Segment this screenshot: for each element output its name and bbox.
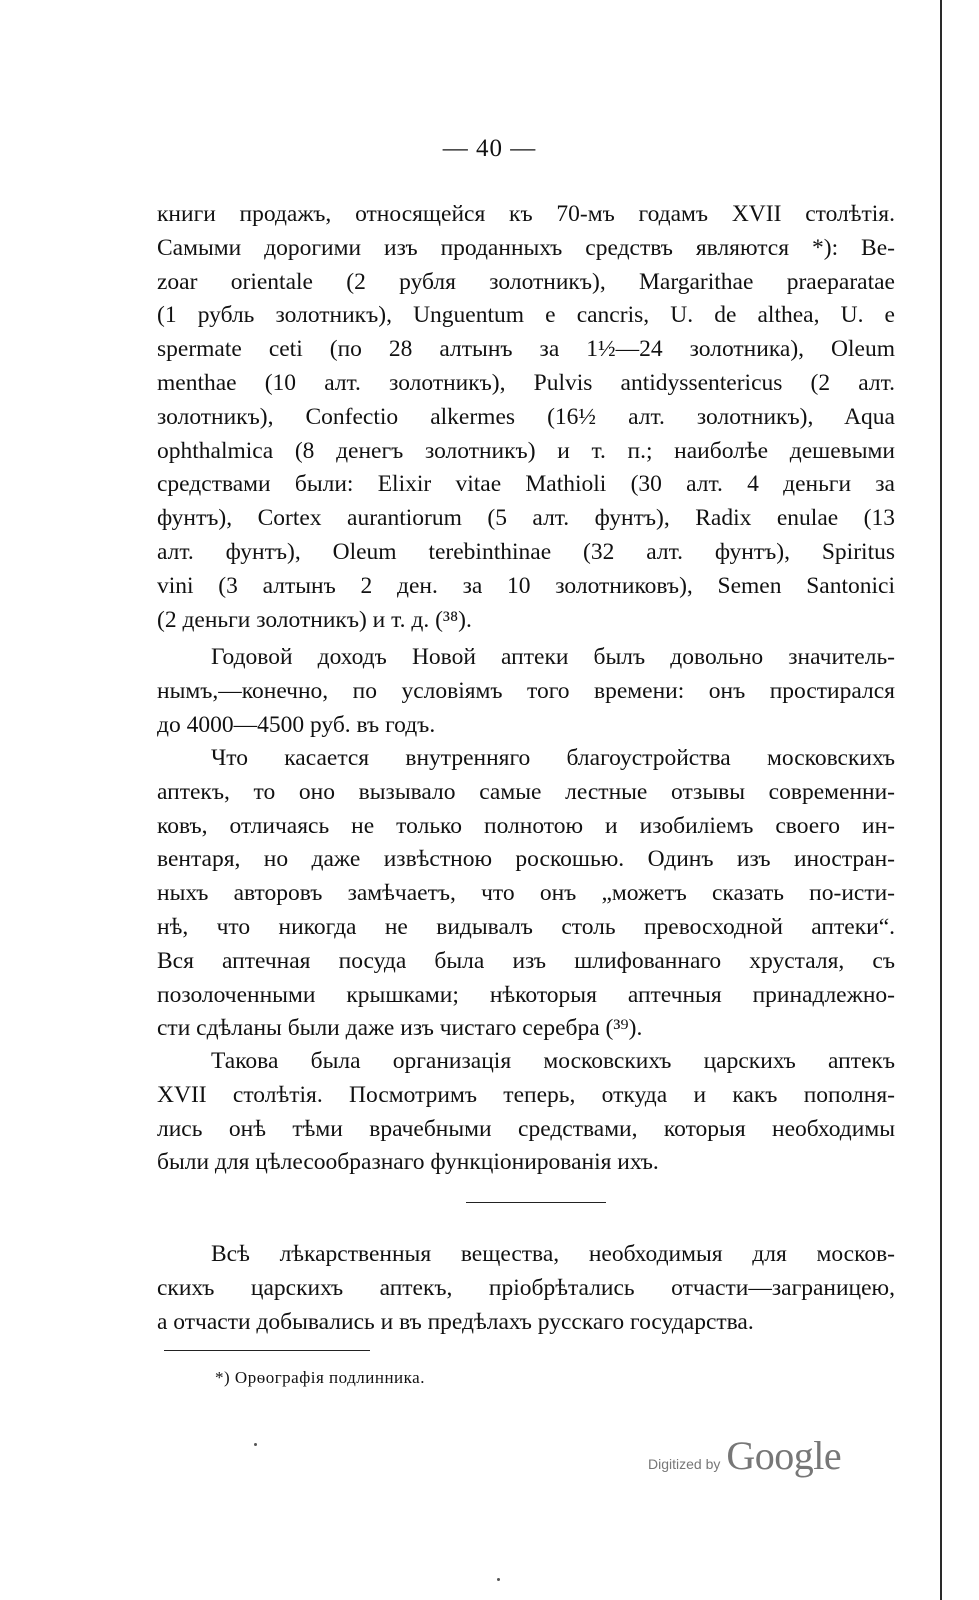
page-right-edge bbox=[940, 0, 942, 1600]
text-line: сти сдѣланы были даже изъ чистаго серебра (³⁹). bbox=[157, 1015, 643, 1042]
text-line: позолоченными крышками; нѣкоторыя аптечныя принадлежно- bbox=[157, 981, 895, 1008]
text-line: ophthalmica (8 денегъ золотникъ) и т. п.; наиболѣе дешевыми bbox=[157, 437, 895, 464]
text-line: алт. фунтъ), Oleum terebinthinae (32 алт. фунтъ), Spiritus bbox=[157, 538, 895, 565]
text-line: Годовой доходъ Новой аптеки былъ довольно значитель- bbox=[211, 644, 895, 670]
text-line: Что касается внутренняго благоустройства московскихъ bbox=[211, 745, 895, 771]
text-line: фунтъ), Cortex aurantiorum (5 алт. фунтъ), Radix enulae (13 bbox=[157, 505, 895, 532]
text-line: книги продажъ, относящейся къ 70-мъ годамъ XVII столѣтія. bbox=[157, 201, 895, 227]
text-line: аптекъ, то оно вызывало самые лестные отзывы современни- bbox=[157, 778, 895, 805]
paragraph-2 bbox=[157, 641, 895, 742]
text-line: Всѣ лѣкарственныя вещества, необходимыя для москов- bbox=[211, 1241, 895, 1267]
text-line: средствами были: Elixir vitae Mathioli (30 алт. 4 деньги за bbox=[157, 471, 895, 498]
scan-speck bbox=[497, 1578, 500, 1581]
text-line: Такова была организація московскихъ царскихъ аптекъ bbox=[211, 1048, 895, 1074]
text-line: вентаря, но даже извѣстною роскошью. Одинъ изъ иностран- bbox=[157, 846, 895, 873]
text-line: spermate ceti (по 28 алтынъ за 1½—24 золотника), Oleum bbox=[157, 336, 895, 363]
text-line: до 4000—4500 руб. въ годъ. bbox=[157, 711, 436, 738]
paragraph-1 bbox=[157, 198, 895, 637]
page-number: — 40 — bbox=[442, 135, 537, 162]
text-line: vini (3 алтынъ 2 ден. за 10 золотниковъ), Semen Santonici bbox=[157, 572, 895, 599]
text-line: menthae (10 алт. золотникъ), Pulvis antidyssentericus (2 алт. bbox=[157, 369, 895, 396]
text-line: XVII столѣтія. Посмотримъ теперь, откуда и какъ пополня- bbox=[157, 1081, 895, 1108]
text-line: нѣ, что никогда не видывалъ столь превосходной аптеки“. bbox=[157, 913, 895, 940]
text-line: zoar orientale (2 рубля золотникъ), Margarithae praeparatae bbox=[157, 268, 895, 295]
text-line: Вся аптечная посуда была изъ шлифованнаго хрусталя, съ bbox=[157, 947, 895, 974]
text-line: ковъ, отличаясь не только полнотою и изобиліемъ своего ин- bbox=[157, 812, 895, 839]
watermark-prefix: Digitized by bbox=[648, 1456, 721, 1472]
text-line: (2 деньги золотникъ) и т. д. (³⁸). bbox=[157, 606, 472, 633]
text-line: золотникъ), Confectio alkermes (16½ алт. золотникъ), Aqua bbox=[157, 403, 895, 430]
scan-speck bbox=[254, 1443, 257, 1446]
google-logo: Google bbox=[726, 1433, 842, 1478]
text-line: (1 рубль золотникъ), Unguentum e cancris, U. de althea, U. e bbox=[157, 302, 895, 329]
footnote: *) Орѳографія подлинника. bbox=[215, 1368, 425, 1387]
text-line: а отчасти добывались и въ предѣлахъ русскаго государства. bbox=[157, 1308, 754, 1335]
footnote-rule bbox=[164, 1350, 370, 1351]
text-line: скихъ царскихъ аптекъ, пріобрѣтались отчасти—заграницею, bbox=[157, 1274, 895, 1301]
text-line: были для цѣлесообразнаго функціонированія ихъ. bbox=[157, 1149, 659, 1176]
text-line: Самыми дорогими изъ проданныхъ средствъ являются *): Be- bbox=[157, 234, 895, 261]
digitized-by-google-watermark bbox=[648, 1432, 841, 1482]
text-line: нымъ,—конечно, по условіямъ того времени: онъ простирался bbox=[157, 677, 895, 704]
text-line: ныхъ авторовъ замѣчаетъ, что онъ „можетъ сказать по-исти- bbox=[157, 880, 895, 907]
section-divider bbox=[466, 1202, 606, 1203]
paragraph-4 bbox=[157, 1045, 895, 1180]
paragraph-3 bbox=[157, 742, 895, 1046]
text-line: лись онѣ тѣми врачебными средствами, которыя необходимы bbox=[157, 1115, 895, 1142]
paragraph-5 bbox=[157, 1238, 895, 1339]
